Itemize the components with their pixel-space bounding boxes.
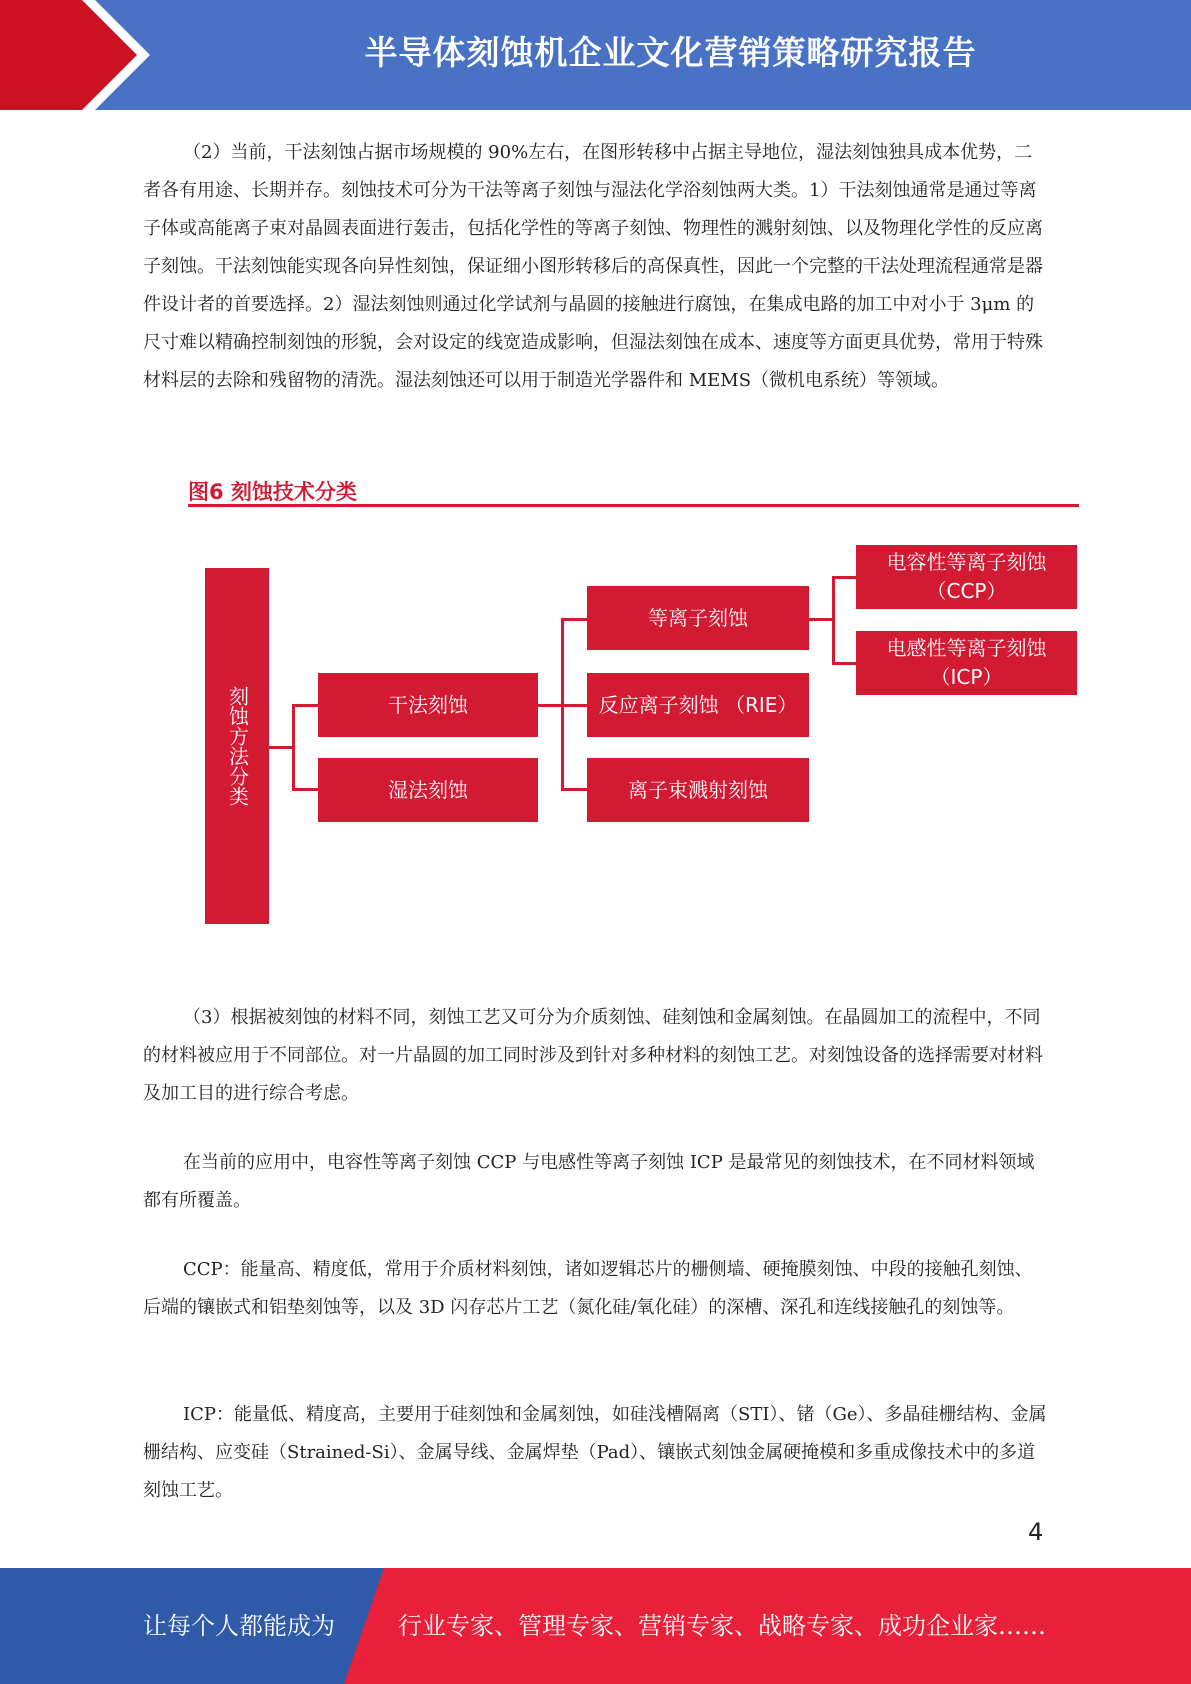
icp-node xyxy=(856,631,1077,695)
ccp-label-line2: （CCP） xyxy=(926,579,1007,603)
paragraph-icp: ICP：能量低、精度高，主要用于硅刻蚀和金属刻蚀，如硅浅槽隔离（STI）、锗（Ge）、多晶硅栅结构、金属栅结构、应变硅（Strained-Si）、金属导线、金属焊垫（Pad）、镶嵌式刻蚀金属硬掩模和多重成像技术中的多道刻蚀工艺。 xyxy=(143,1404,1047,1501)
footer-slogan-left: 让每个人都能成为 xyxy=(143,1612,335,1640)
header-arrow-icon xyxy=(0,0,160,110)
connector xyxy=(832,662,856,665)
icp-label-line1: 电感性等离子刻蚀 xyxy=(886,636,1047,660)
connector xyxy=(292,704,295,790)
plasma-etching-node xyxy=(587,586,809,650)
ion-beam-node xyxy=(587,758,809,822)
page-header xyxy=(0,0,1191,110)
dry-etching-label: 干法刻蚀 xyxy=(388,692,468,717)
plasma-etching-label: 等离子刻蚀 xyxy=(648,605,748,630)
root-node xyxy=(205,568,269,924)
paragraph-ccp-icp-common: 在当前的应用中，电容性等离子刻蚀 CCP 与电感性等离子刻蚀 ICP 是最常见的刻蚀技术，在不同材料领域都有所覆盖。 xyxy=(143,1152,1035,1211)
paragraph-material-etching: （3）根据被刻蚀的材料不同，刻蚀工艺又可分为介质刻蚀、硅刻蚀和金属刻蚀。在晶圆加工的流程中，不同的材料被应用于不同部位。对一片晶圆的加工同时涉及到针对多种材料的刻蚀工艺。对刻蚀设备的选择需要对材料及加工目的进行综合考虑。 xyxy=(143,1007,1043,1104)
report-title: 半导体刻蚀机企业文化营销策略研究报告 xyxy=(364,33,977,72)
icp-label-line2: （ICP） xyxy=(930,665,1003,689)
ccp-node xyxy=(856,545,1077,609)
connector xyxy=(832,576,835,664)
connector xyxy=(269,746,293,749)
paragraph-ccp: CCP：能量高、精度低，常用于介质材料刻蚀，诸如逻辑芯片的栅侧墙、硬掩膜刻蚀、中段的接触孔刻蚀、后端的镶嵌式和铝垫刻蚀等，以及 3D 闪存芯片工艺（氮化硅/氧化硅）的深槽、深孔和连线接触孔的刻蚀等。 xyxy=(143,1259,1033,1318)
figure-title: 图6 刻蚀技术分类 xyxy=(188,480,357,504)
connector xyxy=(292,788,318,791)
etching-classification-figure xyxy=(188,468,1082,956)
rie-label: 反应离子刻蚀 （RIE） xyxy=(598,692,798,717)
dry-etching-node xyxy=(318,673,538,737)
root-label: 刻蚀方法分类 xyxy=(225,686,250,806)
page-footer xyxy=(0,1568,1191,1684)
rie-node xyxy=(587,673,809,737)
connector xyxy=(538,704,562,707)
connector xyxy=(292,704,318,707)
paragraph-dry-wet-etching: （2）当前，干法刻蚀占据市场规模的 90%左右，在图形转移中占据主导地位，湿法刻蚀独具成本优势，二者各有用途、长期并存。刻蚀技术可分为干法等离子刻蚀与湿法化学浴刻蚀两大类。1）干法刻蚀通常是通过等离子体或高能离子束对晶圆表面进行轰击，包括化学性的等离子刻蚀、物理性的溅射刻蚀、以及物理化学性的反应离子刻蚀。干法刻蚀能实现各向异性刻蚀，保证细小图形转移后的高保真性，因此一个完整的干法处理流程通常是器件设计者的首要选择。2）湿法刻蚀则通过化学试剂与晶圆的接触进行腐蚀，在集成电路的加工中对小于 3μm 的尺寸难以精确控制刻蚀的形貌，会对设定的线宽造成影响，但湿法刻蚀在成本、速度等方面更具优势，常用于特殊材料层的去除和残留物的清洗。湿法刻蚀还可以用于制造光学器件和 MEMS（微机电系统）等领域。 xyxy=(143,142,1043,391)
ccp-label-line1: 电容性等离子刻蚀 xyxy=(886,550,1047,574)
connector xyxy=(561,788,587,791)
figure-title-rule xyxy=(188,504,1079,507)
connector xyxy=(832,576,856,579)
connector xyxy=(561,704,587,707)
connector xyxy=(561,618,587,621)
wet-etching-label: 湿法刻蚀 xyxy=(388,777,468,802)
page-number: 4 xyxy=(1028,1518,1044,1546)
connector xyxy=(809,618,833,621)
ion-beam-label: 离子束溅射刻蚀 xyxy=(628,777,768,802)
wet-etching-node xyxy=(318,758,538,822)
footer-slogan-right: 行业专家、管理专家、营销专家、战略专家、成功企业家…… xyxy=(398,1612,1046,1640)
